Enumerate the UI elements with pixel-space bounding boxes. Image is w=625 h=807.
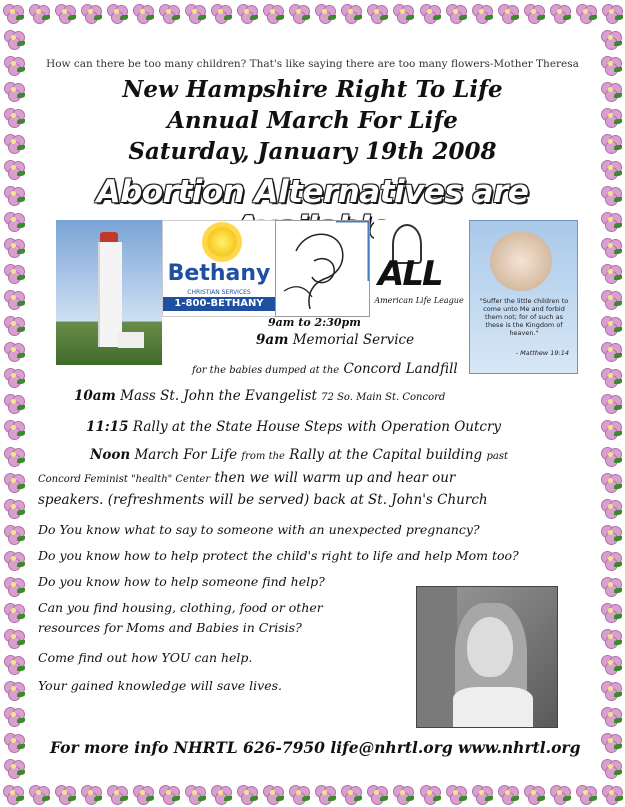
girl-photo: [416, 586, 558, 728]
flower-icon: [367, 785, 387, 803]
flower-icon: [4, 290, 24, 308]
flower-icon: [601, 368, 621, 386]
flyer-content: [34, 30, 591, 775]
flower-border-bottom: [0, 781, 625, 807]
alternatives-banner: Abortion Alternatives are: [96, 174, 529, 210]
flower-icon: [4, 629, 24, 647]
flower-icon: [524, 4, 544, 22]
flower-icon: [601, 134, 621, 152]
lighthouse-photo: [56, 220, 162, 365]
march-line-2: Concord Feminist "health" Center then we will warm up and hear our: [38, 470, 456, 486]
flower-icon: [446, 4, 466, 22]
flower-icon: [498, 785, 518, 803]
flower-icon: [472, 785, 492, 803]
flower-icon: [263, 785, 283, 803]
flower-icon: [55, 785, 75, 803]
flower-icon: [601, 290, 621, 308]
march-line-3: speakers. (refreshments will be served) back at St. John's Church: [38, 492, 488, 508]
flower-icon: [601, 655, 621, 673]
flower-icon: [601, 499, 621, 517]
flower-icon: [601, 707, 621, 725]
memorial-location-line: for the babies dumped at the Concord Landfill: [192, 361, 458, 377]
flower-icon: [81, 4, 101, 22]
flower-icon: [315, 785, 335, 803]
flower-icon: [601, 420, 621, 438]
flower-icon: [4, 30, 24, 48]
flower-icon: [4, 238, 24, 256]
flower-icon: [29, 4, 49, 22]
flower-icon: [601, 394, 621, 412]
question-3: Do you know how to help someone find help?: [38, 574, 325, 589]
flower-icon: [601, 212, 621, 230]
event-hours: 9am to 2:30pm: [268, 316, 361, 329]
flower-icon: [576, 4, 596, 22]
flower-icon: [4, 394, 24, 412]
flower-icon: [601, 30, 621, 48]
flower-icon: [4, 186, 24, 204]
flower-icon: [4, 707, 24, 725]
flower-icon: [601, 629, 621, 647]
flower-icon: [4, 603, 24, 621]
flower-icon: [55, 4, 75, 22]
flower-icon: [4, 655, 24, 673]
flower-icon: [4, 56, 24, 74]
flower-border-left: [0, 26, 28, 781]
flower-icon: [367, 4, 387, 22]
flower-icon: [601, 603, 621, 621]
flower-icon: [420, 4, 440, 22]
flower-icon: [4, 499, 24, 517]
flower-icon: [237, 4, 257, 22]
flower-icon: [601, 56, 621, 74]
flower-icon: [133, 4, 153, 22]
flower-icon: [550, 4, 570, 22]
flower-icon: [3, 785, 23, 803]
flower-border-right: [597, 26, 625, 781]
title-event: Annual March For Life: [167, 107, 458, 134]
flower-icon: [4, 447, 24, 465]
rally-line: 11:15 Rally at the State House Steps with Operation Outcry: [86, 419, 502, 435]
flower-icon: [393, 4, 413, 22]
flower-icon: [4, 212, 24, 230]
flower-icon: [601, 264, 621, 282]
question-7: Your gained knowledge will save lives.: [38, 678, 282, 693]
flower-icon: [185, 4, 205, 22]
flower-icon: [341, 785, 361, 803]
flower-icon: [4, 551, 24, 569]
flower-icon: [4, 82, 24, 100]
flower-icon: [393, 785, 413, 803]
flower-icon: [601, 447, 621, 465]
flower-icon: [4, 681, 24, 699]
flower-icon: [4, 264, 24, 282]
flower-icon: [3, 4, 23, 22]
flower-icon: [4, 160, 24, 178]
flower-icon: [4, 525, 24, 543]
flower-icon: [420, 785, 440, 803]
contact-footer: For more info NHRTL 626-7950 life@nhrtl.org www.nhrtl.org: [50, 738, 581, 757]
flower-icon: [498, 4, 518, 22]
flower-icon: [4, 108, 24, 126]
flower-icon: [601, 577, 621, 595]
sunflower-icon: [207, 227, 237, 257]
flower-icon: [289, 4, 309, 22]
flower-icon: [524, 785, 544, 803]
flower-icon: [601, 82, 621, 100]
question-5: resources for Moms and Babies in Crisis?: [38, 620, 302, 635]
flower-icon: [107, 785, 127, 803]
flower-icon: [601, 342, 621, 360]
flower-icon: [602, 785, 622, 803]
mother-theresa-quote: How can there be too many children? That's like saying there are too many flowers-Mother Theresa: [46, 58, 579, 70]
flower-icon: [601, 551, 621, 569]
bethany-logo: Bethany CHRISTIAN SERVICES 1-800-BETHANY: [162, 220, 276, 317]
flower-border-top: [0, 0, 625, 26]
question-4: Can you find housing, clothing, food or other: [38, 600, 323, 615]
flower-icon: [107, 4, 127, 22]
flower-icon: [4, 342, 24, 360]
flower-icon: [4, 577, 24, 595]
flower-icon: [4, 368, 24, 386]
flower-icon: [601, 525, 621, 543]
flower-icon: [29, 785, 49, 803]
flower-icon: [263, 4, 283, 22]
flower-icon: [4, 759, 24, 777]
flower-icon: [341, 4, 361, 22]
flower-icon: [601, 316, 621, 334]
memorial-line: 9am Memorial Service: [256, 332, 415, 348]
flower-icon: [185, 785, 205, 803]
title-date: Saturday, January 19th 2008: [128, 138, 497, 165]
flower-icon: [159, 4, 179, 22]
flower-icon: [289, 785, 309, 803]
flower-icon: [211, 785, 231, 803]
flower-icon: [81, 785, 101, 803]
flower-icon: [159, 785, 179, 803]
flower-icon: [315, 4, 335, 22]
question-2: Do you know how to help protect the child's right to life and help Mom too?: [38, 548, 519, 563]
flower-icon: [602, 4, 622, 22]
flower-icon: [472, 4, 492, 22]
flower-icon: [4, 473, 24, 491]
flower-icon: [4, 316, 24, 334]
flower-icon: [601, 108, 621, 126]
flower-icon: [550, 785, 570, 803]
flower-icon: [4, 420, 24, 438]
mass-line: 10am Mass St. John the Evangelist 72 So. Main St. Concord: [74, 388, 446, 404]
question-1: Do You know what to say to someone with an unexpected pregnancy?: [38, 522, 480, 537]
flower-icon: [601, 681, 621, 699]
flower-icon: [211, 4, 231, 22]
flower-icon: [601, 473, 621, 491]
flower-icon: [601, 160, 621, 178]
flower-icon: [601, 759, 621, 777]
flower-icon: [601, 238, 621, 256]
flower-icon: [133, 785, 153, 803]
title-organization: New Hampshire Right To Life: [122, 76, 503, 103]
flower-icon: [4, 733, 24, 751]
flower-icon: [237, 785, 257, 803]
flower-icon: [601, 186, 621, 204]
flower-icon: [4, 134, 24, 152]
flower-icon: [576, 785, 596, 803]
question-6: Come find out how YOU can help.: [38, 650, 253, 665]
mother-child-drawing: [275, 220, 370, 317]
american-life-league-logo: ALL American Life League: [374, 220, 464, 325]
march-line: Noon March For Life from the Rally at the Capital building past: [90, 447, 509, 463]
flower-icon: [446, 785, 466, 803]
jesus-child-card: "Suffer the little children to come unto Me and forbid them not; for of such as these is the Kingdom of heaven." - Matthew 19:14: [469, 220, 578, 374]
